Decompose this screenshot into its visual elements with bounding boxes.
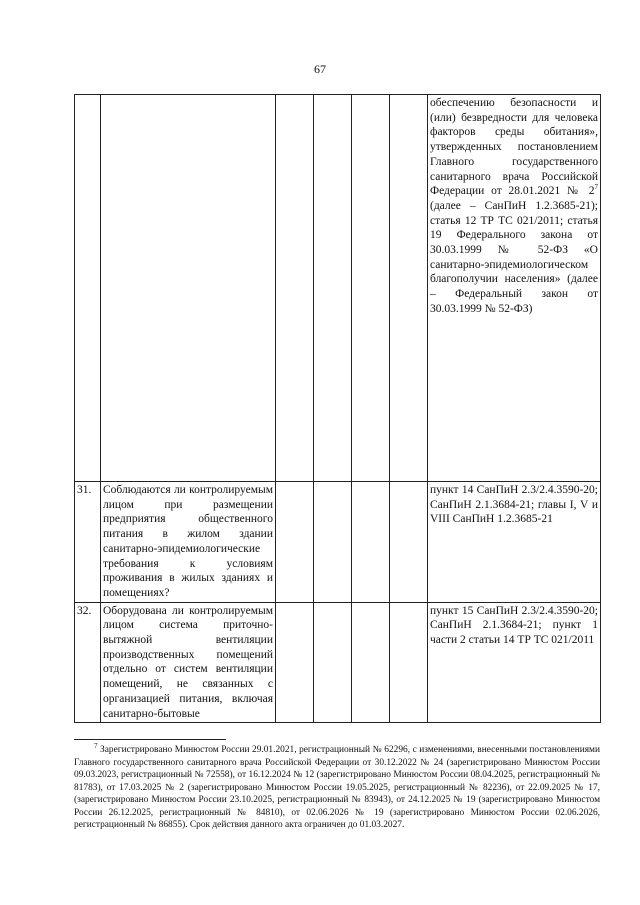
answer-no-cell [314, 482, 352, 603]
answer-na-cell [352, 95, 390, 482]
requirement-cell: Оборудована ли контролируемым лицом система приточно-вытяжной вентиляции производственных помещений отдельно от систем вентиляции помещений, не связанных с организацией питания, включая санитарно-бытовые [101, 602, 276, 723]
answer-no-cell [314, 95, 352, 482]
footnote [74, 741, 600, 832]
footnote-ref-marker: 7 [594, 183, 598, 192]
reference-cell [428, 95, 601, 482]
table-row [75, 602, 601, 723]
answer-note-cell [390, 482, 428, 603]
page-number: 67 [314, 62, 326, 76]
footnote-divider [74, 739, 226, 740]
row-number-cell: 32. [75, 602, 101, 723]
answer-na-cell [352, 482, 390, 603]
requirement-cell: Соблюдаются ли контролируемым лицом при размещении предприятия общественного питания в жилом здании санитарно-эпидемиологические требования к условиям проживания в жилых зданиях и помещениях? [101, 482, 276, 603]
answer-note-cell [390, 602, 428, 723]
footnote-text: Зарегистрировано Минюстом России 29.01.2021, регистрационный № 62296, с изменениями, внесенными постановлениями Главного государственного санитарного врача Российской Федерации от 30.12.2022 № 24 (зарегистрировано Минюстом России 09.03.2023, регистрационный № 72558), от 16.12.2024 № 12 (зарегистрировано Минюстом России 08.04.2025, регистрационный № 81783), от 17.03.2025 № 2 (зарегистрировано Минюстом России 19.05.2025, регистрационный № 82236), от 22.09.2025 № 17, (зарегистрировано Минюстом России 23.10.2025, регистрационный № 83943), от 24.12.2025 № 19 (зарегистрировано Минюстом России 26.12.2025, регистрационный № 84810), от 02.06.2026 № 19 (зарегистрировано Минюстом России 02.06.2026, регистрационный № 86855). Срок действия данного акта ограничен до 01.03.2027. [74, 745, 600, 830]
table-row [75, 482, 601, 603]
row-number-cell [75, 95, 101, 482]
answer-yes-cell [276, 602, 314, 723]
reference-text: обеспечению безопасности и (или) безвредности для человека факторов среды обитания», утвержденных постановлением Главного государственного санитарного врача Российской Федерации от 28.01.2021 № 2 [430, 97, 598, 198]
reference-text-tail: (далее – СанПиН 1.2.3685-21); статья 12 ТР ТС 021/2011; статья 19 Федерального закона от 30.03.1999 № 52-ФЗ «О санитарно-эпидемиологическом благополучии населения» (далее – Федеральный закон от 30.03.1999 № 52-ФЗ) [430, 199, 598, 315]
reference-cell: пункт 14 СанПиН 2.3/2.4.3590-20; СанПиН 2.1.3684-21; главы I, V и VIII СанПиН 1.2.3685-21 [428, 482, 601, 603]
table-row [75, 95, 601, 482]
answer-yes-cell [276, 95, 314, 482]
requirement-cell [101, 95, 276, 482]
row-number-cell: 31. [75, 482, 101, 603]
footnote-marker: 7 [94, 741, 98, 750]
answer-note-cell [390, 95, 428, 482]
answer-no-cell [314, 602, 352, 723]
answer-na-cell [352, 602, 390, 723]
answer-yes-cell [276, 482, 314, 603]
checklist-table [74, 94, 601, 723]
reference-cell: пункт 15 СанПиН 2.3/2.4.3590-20; СанПиН 2.1.3684-21; пункт 1 части 2 статьи 14 ТР ТС 021/2011 [428, 602, 601, 723]
